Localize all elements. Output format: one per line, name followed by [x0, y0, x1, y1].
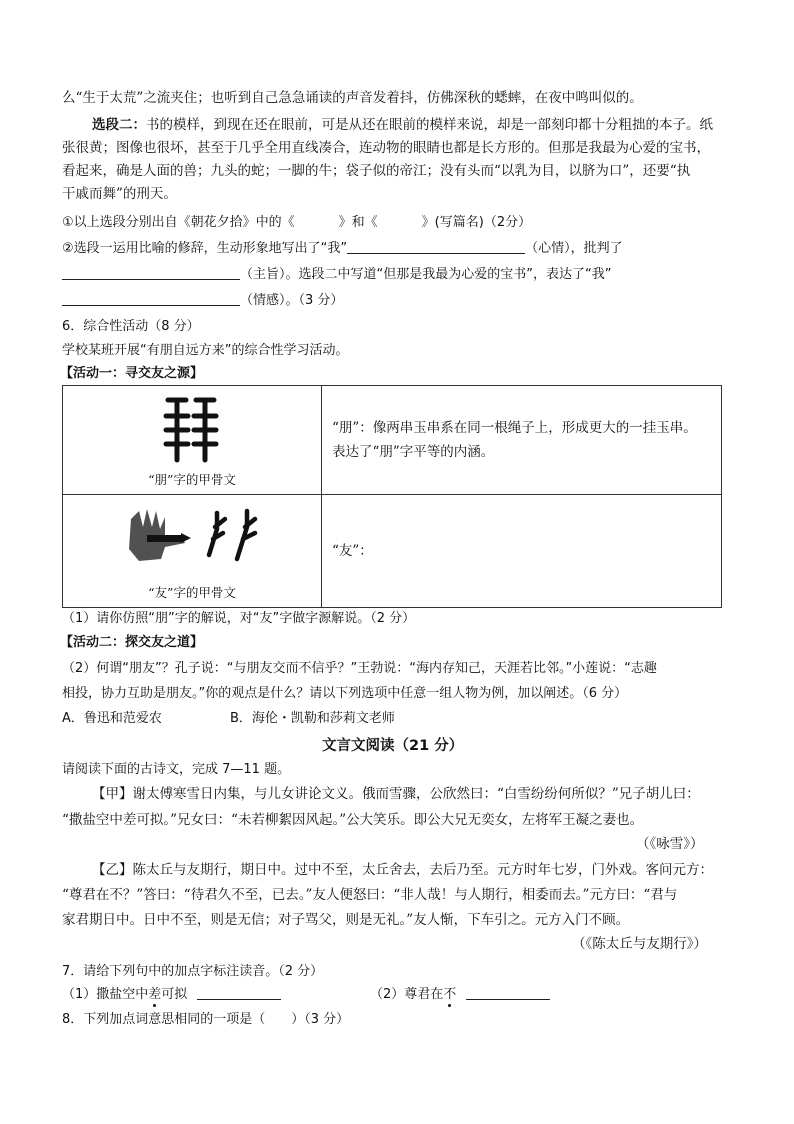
peng-caption: “朋”字的甲骨文	[148, 472, 236, 487]
you-oracle-glyph-icon	[125, 505, 275, 567]
passage-line: 选段二：书的模样，到现在还在眼前，可是从还在眼前的模样来说，却是一部刻印都十分粗拙的本子。纸	[92, 117, 713, 133]
option-a[interactable]: A．鲁迅和范爱农	[62, 711, 162, 726]
question-6-2: （2）何谓“朋友”？孔子说：“与朋友交而不信乎？”王勃说：“海内存知己，天涯若比邻。”小莲说：“志趣	[62, 661, 657, 676]
table-row	[63, 495, 722, 608]
activity-2-heading: 【活动二：探交友之道】	[60, 635, 204, 650]
passage-line: 干戚而舞”的刑天。	[62, 186, 177, 202]
question-1: ①以上选段分别出自《朝花夕拾》中的《 》和《 》(写篇名)（2分）	[62, 215, 532, 230]
you-explanation-cell[interactable]: “友”：	[322, 495, 722, 608]
passage-yi-line: “尊君在不？”答曰：“待君久不至，已去。”友人便怒曰：“非人哉！与人期行，相委而去。”元方曰：“君与	[62, 887, 678, 903]
passage-jia-line: 【甲】谢太傅寒雪日内集，与儿女讲论文义。俄而雪骤，公欣然曰：“白雪纷纷何所似？”兄子胡儿曰：	[92, 786, 700, 802]
you-caption: “友”字的甲骨文	[148, 585, 236, 600]
section-6-intro: 学校某班开展“有朋自远方来”的综合性学习活动。	[62, 343, 349, 358]
you-oracle-cell	[63, 495, 322, 608]
passage-yi-line: 家君期日中。日中不至，则是无信；对子骂父，则是无礼。”友人惭，下车引之。元方入门不顾。	[62, 912, 630, 928]
table-row	[63, 386, 722, 495]
dotted-char: 不	[443, 987, 457, 1002]
passage-yi-line: 【乙】陈太丘与友期行，期日中。过中不至，太丘舍去，去后乃至。元方时年七岁，门外戏。客问元方：	[92, 862, 713, 878]
passage-line: 么“生于太荒”之流夹住；也听到自己急急诵读的声音发着抖，仿佛深秋的蟋蟀，在夜中鸣叫似的。	[62, 90, 643, 106]
answer-blank[interactable]	[62, 265, 240, 280]
activity-1-heading: 【活动一：寻交友之源】	[60, 366, 204, 381]
answer-blank[interactable]	[62, 291, 240, 306]
passage-jia-line: “撒盐空中差可拟。”兄女曰：“未若柳絮因风起。”公大笑乐。即公大兄无奕女，左将军王凝之妻也。	[62, 812, 644, 828]
passage-line: 张很黄；图像也很坏，甚至于几乎全用直线凑合，连动物的眼睛也都是长方形的。但那是我最为心爱的宝书，	[62, 140, 710, 156]
passage-line: 看起来，确是人面的兽；九头的蛇；一脚的牛；袋子似的帝江；没有头而“以乳为目，以脐为口”，还要“执	[62, 163, 691, 179]
question-6-1: （1）请你仿照“朋”字的解说，对“友”字做字源解说。（2 分）	[62, 611, 416, 626]
section-title: 文言文阅读（21 分）	[322, 738, 464, 754]
question-2: ②选段一运用比喻的修辞，生动形象地写出了“我” （心情），批判了	[62, 241, 623, 256]
option-b[interactable]: B．海伦・凯勒和莎莉文老师	[230, 711, 395, 726]
question-7-2: （2）尊君在不	[370, 985, 550, 1005]
peng-oracle-glyph-icon	[156, 394, 226, 464]
instructions: 请阅读下面的古诗文，完成 7—11 题。	[62, 762, 291, 777]
dotted-char: 差	[148, 987, 162, 1002]
question-7-1: （1）撒盐空中差可拟	[62, 985, 281, 1005]
peng-oracle-cell	[63, 386, 322, 495]
answer-blank[interactable]	[197, 985, 281, 1000]
activity-table	[62, 385, 722, 608]
selection-label: 选段二：	[92, 117, 146, 133]
passage-jia-source: （《咏雪》）	[636, 836, 704, 852]
question-8: 8．下列加点词意思相同的一项是（ ）（3 分）	[62, 1012, 350, 1027]
passage-yi-source: （《陈太丘与友期行》）	[572, 936, 707, 952]
answer-blank[interactable]	[466, 985, 550, 1000]
answer-blank[interactable]	[347, 239, 525, 254]
question-2-cont: （情感）。（3 分）	[62, 291, 343, 311]
question-2-cont: （主旨）。选段二中写道“但那是我最为心爱的宝书”，表达了“我”	[62, 265, 611, 285]
question-6-2-cont: 相投，协力互助是朋友。”你的观点是什么？请以下列选项中任意一组人物为例，加以阐述。（6 分）	[62, 686, 628, 701]
question-7: 7．请给下列句中的加点字标注读音。（2 分）	[62, 964, 324, 979]
section-6-heading: 6．综合性活动（8 分）	[62, 319, 200, 334]
peng-explanation-cell: “朋”：像两串玉串系在同一根绳子上，形成更大的一挂玉串。 表达了“朋”字平等的内涵。	[322, 386, 722, 495]
